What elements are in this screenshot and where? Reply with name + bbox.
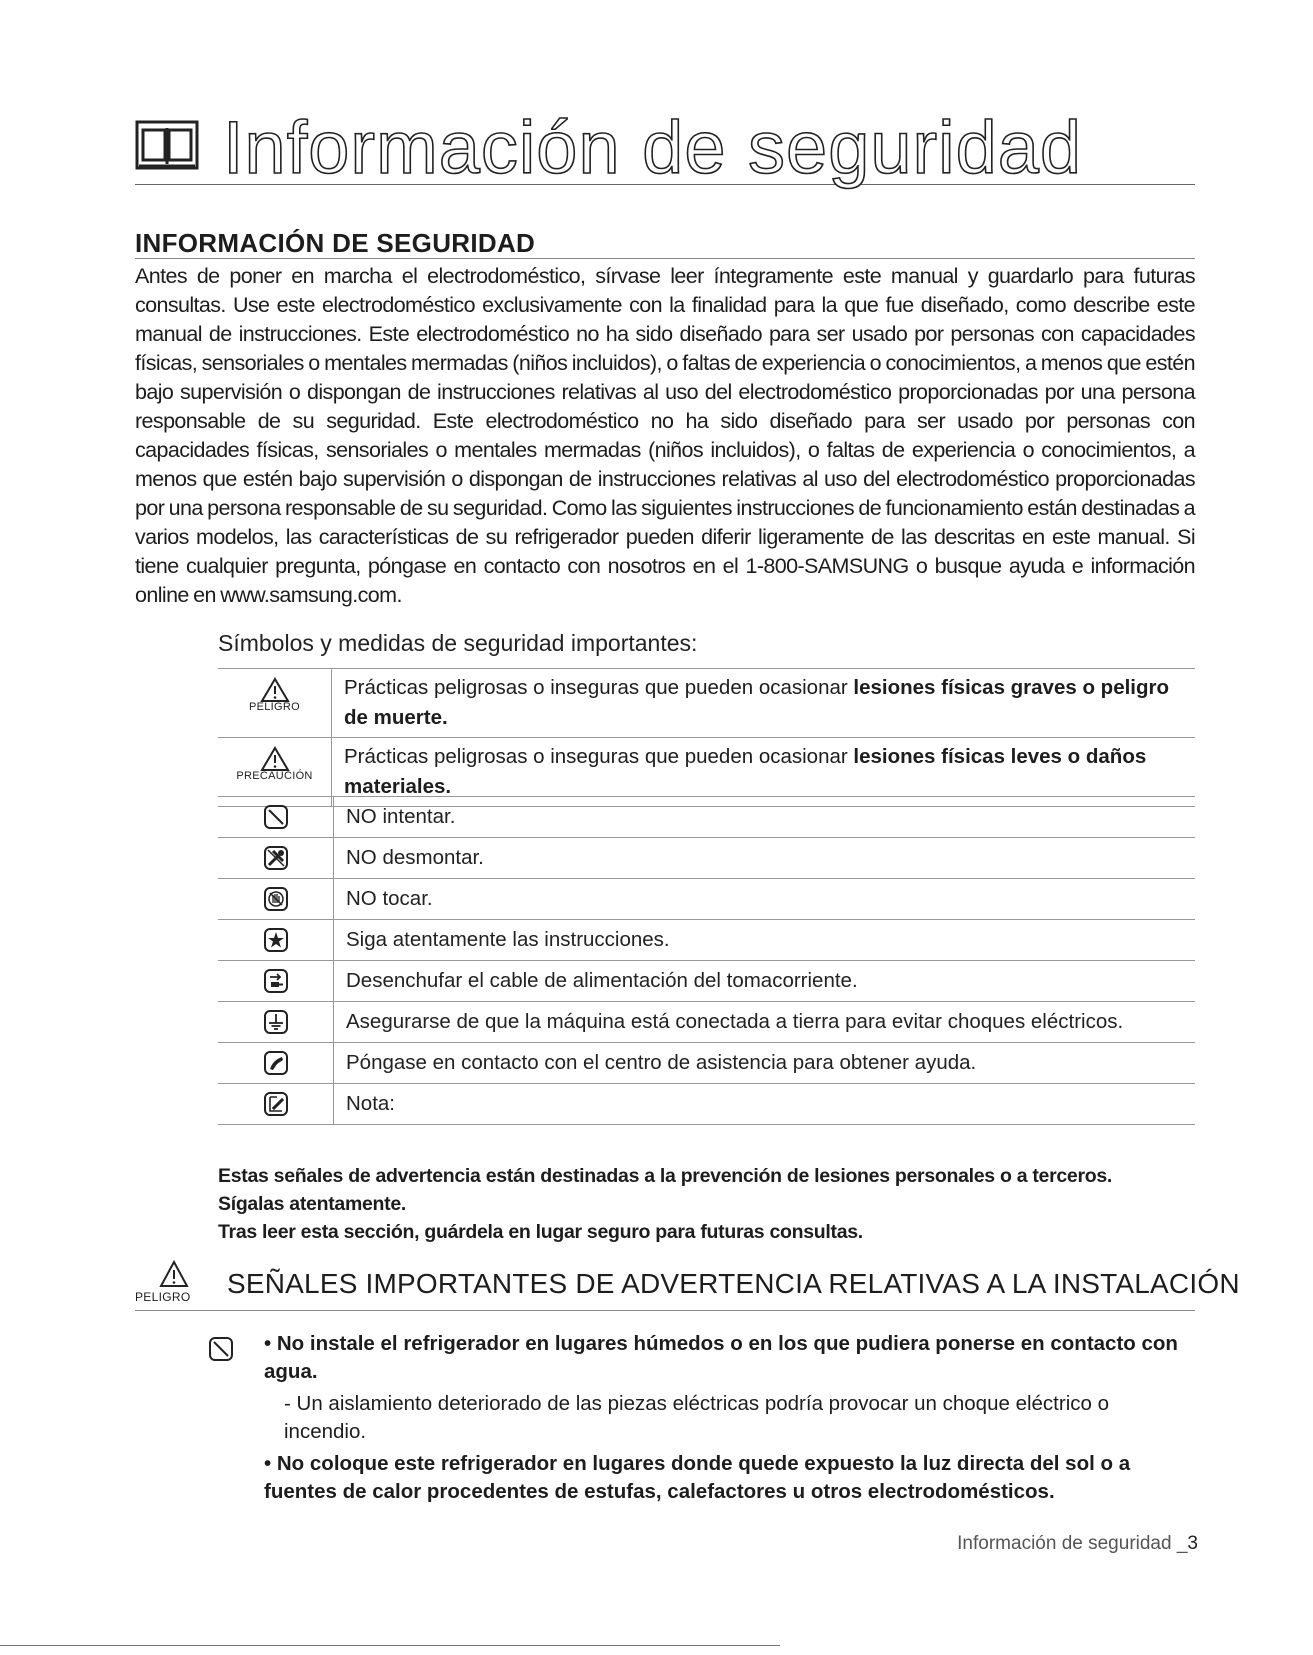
footer-text: Información de seguridad _ <box>957 1533 1188 1554</box>
ground-icon <box>263 1009 289 1035</box>
install-warnings-title: SEÑALES IMPORTANTES DE ADVERTENCIA RELATIVAS A LA INSTALACIÓN <box>227 1268 1240 1299</box>
divider <box>0 1645 780 1646</box>
warning-description: Prácticas peligrosas o inseguras que pueden ocasionar <box>344 745 854 768</box>
symbol-description: NO desmontar. <box>334 838 1196 879</box>
list-item: • No coloque este refrigerador en lugares donde quede expuesto la luz directa del sol o a fuentes de calor procedentes de estufas, calefactores u otros electrodomésticos. <box>264 1452 1131 1503</box>
symbol-description: Nota: <box>334 1084 1196 1125</box>
table-row <box>218 1084 1195 1125</box>
peligro-label: PELIGRO <box>135 1290 191 1304</box>
page-header <box>135 106 1195 189</box>
symbol-cell <box>218 920 334 961</box>
warning-triangle-icon <box>260 677 290 703</box>
warning-emphasis: lesiones físicas leves o daños materiales. <box>344 745 1147 798</box>
prohibited-icon <box>263 804 289 830</box>
intro-paragraph: Antes de poner en marcha el electrodoméstico, sírvase leer íntegramente este manual y guardarlo para futuras consultas. Use este electrodoméstico exclusivamente con la finalidad para la que fue diseñado, como describe este manual de instrucciones. Este electrodoméstico no ha sido diseñado para ser usado por personas con capacidades físicas, sensoriales o mentales mermadas (niños incluidos), o faltas de experiencia o conocimientos, a menos que estén bajo supervisión o dispongan de instrucciones relativas al uso del electrodoméstico proporcionadas por una persona responsable de su seguridad. Este electrodoméstico no ha sido diseñado para ser usado por personas con capacidades físicas, sensoriales o mentales mermadas (niños incluidos), o faltas de experiencia o conocimientos, a menos que estén bajo supervisión o dispongan de instrucciones relativas al uso del electrodoméstico proporcionadas por una persona responsable de su seguridad. Como las siguientes instrucciones de funcionamiento están destinadas a varios modelos, las características de su refrigerador pueden diferir ligeramente de las descritas en este manual. Si tiene cualquier pregunta, póngase en contacto con nosotros en el 1-800-SAMSUNG o busque ayuda e información online en www.samsung.com. <box>135 264 1195 607</box>
book-icon <box>135 120 199 172</box>
warning-text <box>332 669 1196 738</box>
symbol-cell <box>218 879 334 920</box>
note-line: Estas señales de advertencia están destinadas a la prevención de lesiones personales o a terceros. <box>218 1165 1113 1187</box>
warning-triangle-icon <box>260 746 290 772</box>
warning-symbol-cell <box>218 669 332 738</box>
page-footer <box>957 1533 1198 1555</box>
table-row <box>218 1043 1195 1084</box>
table-row <box>218 920 1195 961</box>
symbol-cell <box>218 1043 334 1084</box>
phone-icon <box>263 1050 289 1076</box>
precaucion-label: PRECAUCIÓN <box>236 770 313 782</box>
table-row <box>218 1002 1195 1043</box>
symbol-cell <box>218 961 334 1002</box>
install-warnings-header <box>135 1262 1240 1311</box>
warning-description: Prácticas peligrosas o inseguras que pueden ocasionar <box>344 676 854 699</box>
note-line: Tras leer esta sección, guárdela en lugar seguro para futuras consultas. <box>218 1221 863 1243</box>
table-row <box>218 879 1195 920</box>
unplug-icon <box>263 968 289 994</box>
warning-emphasis: lesiones físicas graves o peligro de muerte. <box>344 676 1170 729</box>
peligro-label: PELIGRO <box>248 701 300 713</box>
symbol-legend-table <box>218 796 1195 1125</box>
symbol-cell <box>218 797 334 838</box>
symbols-heading: Símbolos y medidas de seguridad importantes: <box>218 630 698 656</box>
list-item-detail: - Un aislamiento deteriorado de las piezas eléctricas podría provocar un choque eléctrico o incendio. <box>284 1392 1110 1443</box>
table-row <box>218 669 1195 738</box>
page-number: 3 <box>1187 1533 1198 1554</box>
warning-notes <box>218 1162 1195 1246</box>
no-touch-icon <box>263 886 289 912</box>
follow-instructions-icon <box>263 927 289 953</box>
symbol-cell <box>218 1002 334 1043</box>
symbol-cell <box>218 838 334 879</box>
section-heading: INFORMACIÓN DE SEGURIDAD <box>135 228 1195 259</box>
symbol-description: Siga atentamente las instrucciones. <box>334 920 1196 961</box>
no-disassemble-icon <box>263 845 289 871</box>
symbol-description: Póngase en contacto con el centro de asistencia para obtener ayuda. <box>334 1043 1196 1084</box>
table-row <box>218 961 1195 1002</box>
symbol-description: NO tocar. <box>334 879 1196 920</box>
symbol-description: Asegurarse de que la máquina está conectada a tierra para evitar choques eléctricos. <box>334 1002 1196 1043</box>
page-title: Información de seguridad <box>223 106 1083 189</box>
list-item: • No instale el refrigerador en lugares húmedos o en los que pudiera ponerse en contacto con agua. <box>264 1332 1178 1383</box>
note-line: Sígalas atentamente. <box>218 1193 406 1215</box>
symbol-description: NO intentar. <box>334 797 1196 838</box>
warning-triangle-icon <box>159 1260 189 1288</box>
symbol-cell <box>218 1084 334 1125</box>
table-row <box>218 838 1195 879</box>
table-row <box>218 797 1195 838</box>
symbol-description: Desenchufar el cable de alimentación del tomacorriente. <box>334 961 1196 1002</box>
note-icon <box>263 1091 289 1117</box>
prohibited-icon <box>208 1336 234 1362</box>
warning-levels-table <box>218 668 1195 807</box>
